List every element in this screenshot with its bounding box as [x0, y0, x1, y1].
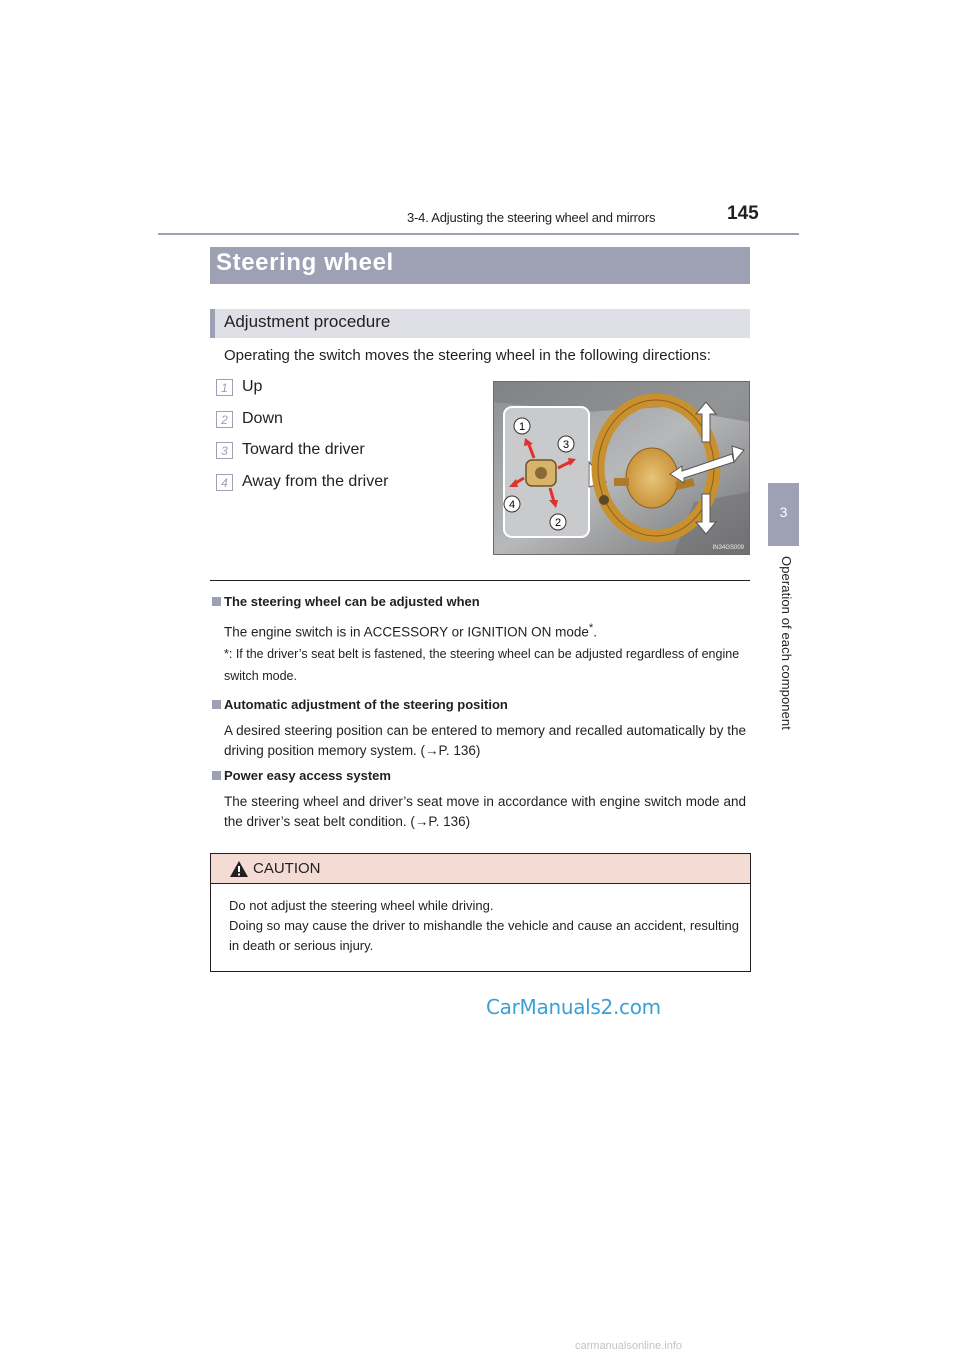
square-bullet-icon	[212, 771, 221, 780]
note-body-end: .	[593, 624, 598, 640]
watermark: CarManuals2.com	[486, 995, 661, 1019]
step-number: 3	[216, 442, 233, 459]
step-label: Toward the driver	[242, 441, 365, 458]
callout-2: 2	[554, 517, 562, 529]
note-heading-text: The steering wheel can be adjusted when	[224, 594, 480, 609]
page-title: Steering wheel	[216, 249, 394, 276]
step-label: Up	[242, 378, 263, 395]
step-item	[216, 378, 262, 396]
footnote-marker: *	[588, 622, 594, 634]
step-number: 1	[216, 379, 233, 396]
note-heading	[212, 594, 480, 609]
caution-header	[211, 854, 750, 884]
square-bullet-icon	[212, 700, 221, 709]
callout-4: 4	[508, 499, 516, 511]
step-label: Down	[242, 410, 283, 427]
chapter-tab: 3	[768, 483, 799, 546]
footnote-mark: *	[224, 647, 229, 661]
step-item	[216, 441, 365, 459]
note-body	[224, 618, 746, 643]
caution-body	[229, 896, 739, 956]
note-heading	[212, 697, 508, 712]
note-body: A desired steering position can be entered to memory and recalled automatically by the driving position memory system. (→P. 136)	[224, 723, 746, 758]
warning-triangle-icon	[229, 860, 249, 878]
note-heading-text: Power easy access system	[224, 768, 391, 783]
page-title-bar	[210, 247, 750, 284]
caution-line: Do not adjust the steering wheel while driving.	[229, 898, 494, 913]
section-separator	[210, 580, 750, 581]
step-number: 4	[216, 474, 233, 491]
footnote	[224, 643, 746, 687]
figure-code: IN34GS009	[712, 545, 744, 551]
note-body-text: The engine switch is in ACCESSORY or IGNITION ON mode	[224, 624, 589, 640]
callout-1: 1	[518, 421, 526, 433]
note-body: The steering wheel and driver’s seat move in accordance with engine switch mode and the driver’s seat belt condition. (→P. 136)	[224, 794, 746, 829]
caution-line: Doing so may cause the driver to mishandle the vehicle and cause an accident, resulting in death or serious injury.	[229, 918, 739, 953]
intro-text: Operating the switch moves the steering wheel in the following directions:	[224, 347, 711, 364]
square-bullet-icon	[212, 597, 221, 606]
callout-3: 3	[562, 439, 570, 451]
subtitle-bar	[210, 309, 750, 338]
note-heading	[212, 768, 391, 783]
step-item	[216, 410, 283, 428]
header-rule	[158, 233, 799, 235]
chapter-label: Operation of each component	[779, 556, 794, 730]
step-item	[216, 473, 388, 491]
footnote-text: : If the driver’s seat belt is fastened, the steering wheel can be adjusted regardless of engine switch mode.	[224, 647, 740, 683]
caution-box	[210, 853, 751, 972]
note-heading-text: Automatic adjustment of the steering position	[224, 697, 508, 712]
steering-illustration-svg	[494, 382, 749, 554]
caution-label: CAUTION	[253, 860, 321, 877]
subtitle: Adjustment procedure	[224, 312, 391, 331]
steering-wheel-illustration	[493, 381, 750, 555]
step-label: Away from the driver	[242, 473, 389, 490]
step-number: 2	[216, 411, 233, 428]
bottom-watermark: carmanualsonline.info	[575, 1340, 683, 1352]
section-header: 3-4. Adjusting the steering wheel and mirrors	[407, 210, 656, 225]
subtitle-accent	[210, 309, 215, 338]
page-number: 145	[727, 203, 759, 224]
